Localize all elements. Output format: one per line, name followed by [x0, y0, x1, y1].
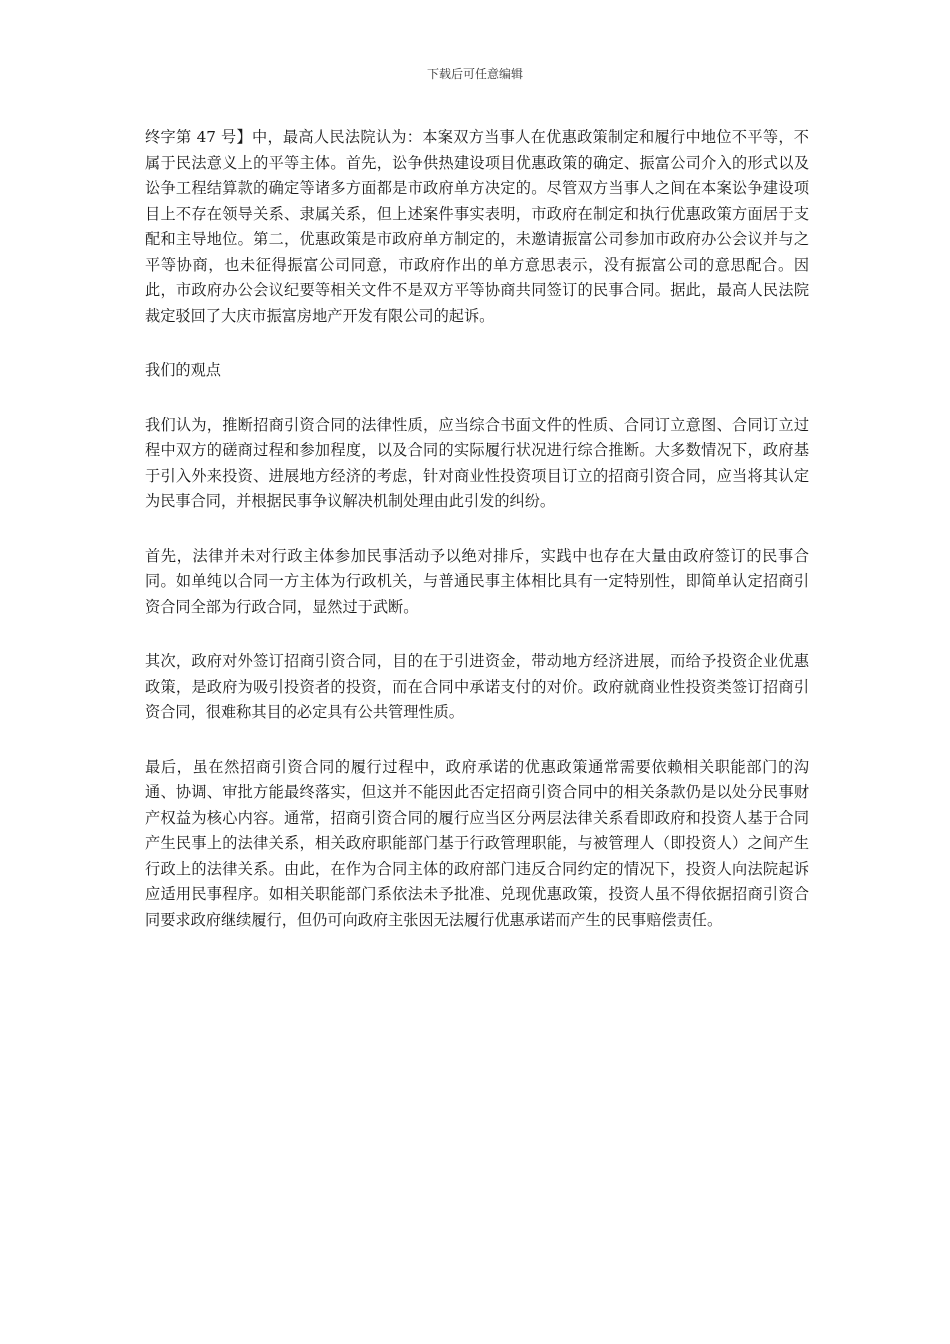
paragraph-final-point: 最后，虽在然招商引资合同的履行过程中，政府承诺的优惠政策通常需要依赖相关职能部门的沟通、协调、审批方能最终落实，但这并不能因此否定招商引资合同中的相关条款仍是以处分民事财产权益为核心内容。通常，招商引资合同的履行应当区分两层法律关系看即政府和投资人基于合同产生民事上的法律关系，相关政府职能部门基于行政管理职能，与被管理人（即投资人）之间产生行政上的法律关系。由此，在作为合同主体的政府部门违反合同约定的情况下，投资人向法院起诉应适用民事程序。如相关职能部门系依法未予批准、兑现优惠政策，投资人虽不得依据招商引资合同要求政府继续履行，但仍可向政府主张因无法履行优惠承诺而产生的民事赔偿责任。	[145, 757, 809, 929]
paragraph-our-view: 我们认为，推断招商引资合同的法律性质，应当综合书面文件的性质、合同订立意图、合同订立过程中双方的磋商过程和参加程度，以及合同的实际履行状况进行综合推断。大多数情况下，政府基于引入外来投资、进展地方经济的考虑，针对商业性投资项目订立的招商引资合同，应当将其认定为民事合同，并根据民事争议解决机制处理由此引发的纠纷。	[145, 415, 809, 510]
document-body	[145, 125, 809, 962]
page-header-note: 下载后可任意编辑	[426, 67, 523, 81]
paragraph-court-opinion: 终字第 47 号】中，最高人民法院认为：本案双方当事人在优惠政策制定和履行中地位不平等，不属于民法意义上的平等主体。首先，讼争供热建设项目优惠政策的确定、振富公司介入的形式以及讼争工程结算款的确定等诸多方面都是市政府单方决定的。尽管双方当事人之间在本案讼争建设项目上不存在领导关系、隶属关系，但上述案件事实表明，市政府在制定和执行优惠政策方面居于支配和主导地位。第二，优惠政策是市政府单方制定的，未邀请振富公司参加市政府办公会议并与之平等协商，也未征得振富公司同意，市政府作出的单方意思表示，没有振富公司的意思配合。因此，市政府办公会议纪要等相关文件不是双方平等协商共同签订的民事合同。据此，最高人民法院裁定驳回了大庆市振富房地产开发有限公司的起诉。	[145, 128, 809, 325]
paragraph-second-point: 其次，政府对外签订招商引资合同，目的在于引进资金，带动地方经济进展，而给予投资企业优惠政策，是政府为吸引投资者的投资，而在合同中承诺支付的对价。政府就商业性投资类签订招商引资合同，很难称其目的必定具有公共管理性质。	[145, 652, 809, 721]
paragraph-first-point: 首先，法律并未对行政主体参加民事活动予以绝对排斥，实践中也存在大量由政府签订的民事合同。如单纯以合同一方主体为行政机关，与普通民事主体相比具有一定特别性，即简单认定招商引资合同全部为行政合同，显然过于武断。	[145, 546, 809, 616]
section-heading: 我们的观点	[145, 361, 221, 379]
